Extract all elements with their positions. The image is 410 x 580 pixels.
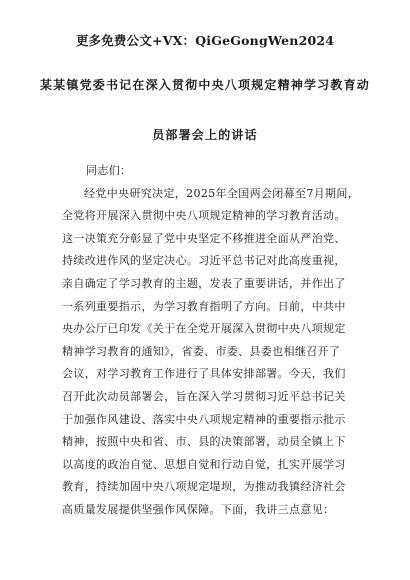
body-line: 于加强作风建设、落实中央八项规定精神的重要指示批示: [62, 412, 346, 426]
body-line: 精神学习教育的通知》，省委、市委、县委也相继召开了: [62, 344, 341, 358]
body-line: 持续改进作风的坚定决心。习近平总书记对此高度重视，: [62, 254, 346, 268]
body-line: 经党中央研究决定，2025年全国两会闭幕至7月期间，: [84, 186, 360, 200]
document-title-line-1: 某某镇党委书记在深入贯彻中央八项规定精神学习教育动: [39, 78, 370, 92]
salutation: 同志们：: [86, 164, 132, 177]
document-body: [62, 160, 362, 522]
body-line: 精神，按照中央和省、市、县的决策部署，动员全镇上下: [62, 435, 346, 449]
body-line: 以高度的政治自觉、思想自觉和行动自觉，扎实开展学习: [62, 457, 346, 471]
body-line: 亲自确定了学习教育的主题，发表了重要讲话，并作出了: [62, 276, 346, 290]
document-title-line-2: 员部署会上的讲话: [152, 128, 258, 142]
promo-header: 更多免费公文+VX：QiGeGongWen2024: [75, 33, 335, 48]
body-line: 召开此次动员部署会，旨在深入学习贯彻习近平总书记关: [62, 389, 346, 403]
body-line: 会议，对学习教育工作进行了具体安排部署。今天，我们: [62, 367, 346, 381]
body-line: 全党将开展深入贯彻中央八项规定精神的学习教育活动。: [62, 209, 346, 223]
body-line: 教育，持续加固中央八项规定堤坝，为推动我镇经济社会: [62, 480, 346, 494]
body-line: 央办公厅已印发《关于在全党开展深入贯彻中央八项规定: [62, 322, 346, 336]
body-line: 高质量发展提供坚强作风保障。下面，我讲三点意见：: [62, 502, 335, 516]
body-line: 这一决策充分彰显了党中央坚定不移推进全面从严治党、: [62, 231, 346, 245]
body-line: 一系列重要指示，为学习教育指明了方向。日前，中共中: [62, 299, 346, 313]
